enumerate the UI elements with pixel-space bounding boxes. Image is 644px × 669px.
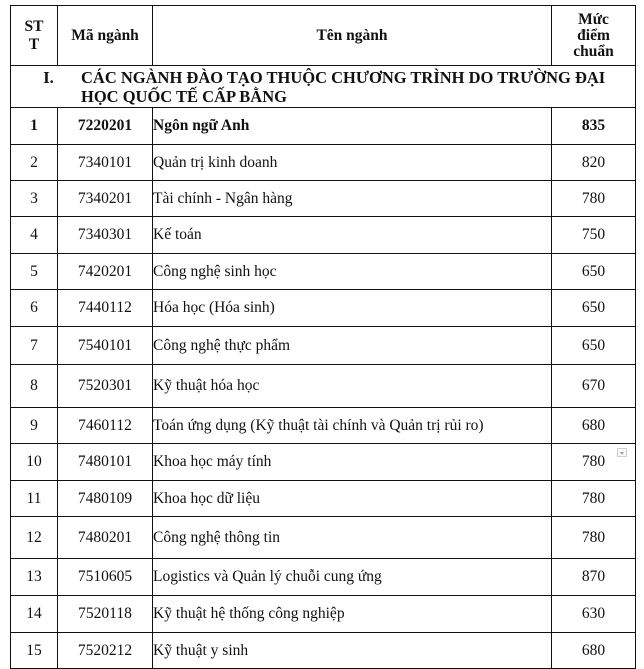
table-row (11, 254, 636, 290)
table-row (11, 408, 636, 444)
row-score: 750 (552, 217, 636, 254)
row-score: 680 (552, 408, 636, 444)
header-score-line2: điểm (577, 26, 610, 44)
row-score: 835 (552, 108, 636, 145)
row-score: 870 (552, 559, 636, 596)
row-score: 780 (552, 481, 636, 517)
row-name: Công nghệ thực phẩm (153, 327, 552, 365)
row-code: 7220201 (58, 108, 153, 145)
row-stt: 5 (11, 254, 58, 290)
row-name: Hóa học (Hóa sinh) (153, 290, 552, 327)
header-score-line3: chuẩn (573, 42, 614, 60)
header-name: Tên ngành (153, 6, 552, 66)
section-number: I. (43, 67, 54, 87)
row-stt: 1 (11, 108, 58, 145)
row-name: Toán ứng dụng (Kỹ thuật tài chính và Quản trị rủi ro) (153, 408, 552, 444)
row-name: Tài chính - Ngân hàng (153, 181, 552, 217)
row-code: 7340301 (58, 217, 153, 254)
row-code: 7340201 (58, 181, 153, 217)
row-code: 7520118 (58, 596, 153, 633)
table-row (11, 633, 636, 669)
table-row (11, 290, 636, 327)
section-cell (11, 66, 636, 108)
row-code: 7480201 (58, 517, 153, 559)
row-score: 680 (552, 633, 636, 669)
row-name: Kỹ thuật hóa học (153, 365, 552, 408)
row-stt: 11 (11, 481, 58, 517)
row-code: 7440112 (58, 290, 153, 327)
row-name: Kế toán (153, 217, 552, 254)
row-score: 780 (552, 517, 636, 559)
table-row (11, 481, 636, 517)
row-code: 7480109 (58, 481, 153, 517)
table-row (11, 517, 636, 559)
table-row (11, 108, 636, 145)
row-score: 630 (552, 596, 636, 633)
table-row (11, 217, 636, 254)
header-stt-line1: ST (24, 17, 44, 35)
row-code: 7480101 (58, 444, 153, 481)
row-score: 650 (552, 290, 636, 327)
header-stt (11, 6, 58, 66)
row-code: 7420201 (58, 254, 153, 290)
section-row (11, 66, 636, 108)
row-name: Công nghệ thông tin (153, 517, 552, 559)
row-name: Khoa học dữ liệu (153, 481, 552, 517)
admission-score-table (10, 5, 636, 669)
table-row (11, 327, 636, 365)
row-stt: 8 (11, 365, 58, 408)
table-row (11, 181, 636, 217)
row-stt: 9 (11, 408, 58, 444)
row-score: 820 (552, 145, 636, 181)
table-row (11, 596, 636, 633)
row-stt: 12 (11, 517, 58, 559)
header-score (552, 6, 636, 66)
row-name: Logistics và Quản lý chuỗi cung ứng (153, 559, 552, 596)
row-code: 7460112 (58, 408, 153, 444)
row-score: 650 (552, 254, 636, 290)
row-score: 670 (552, 365, 636, 408)
row-code: 7340101 (58, 145, 153, 181)
row-stt: 6 (11, 290, 58, 327)
row-code: 7520301 (58, 365, 153, 408)
header-row (11, 6, 636, 66)
row-name: Khoa học máy tính (153, 444, 552, 481)
section-title: CÁC NGÀNH ĐÀO TẠO THUỘC CHƯƠNG TRÌNH DO TRƯỜNG ĐẠI HỌC QUỐC TẾ CẤP BẰNG (81, 67, 606, 106)
row-stt: 4 (11, 217, 58, 254)
table-row (11, 365, 636, 408)
header-code: Mã ngành (58, 6, 153, 66)
row-name: Quản trị kinh doanh (153, 145, 552, 181)
header-score-line1: Mức (578, 10, 609, 28)
row-stt: 2 (11, 145, 58, 181)
row-stt: 14 (11, 596, 58, 633)
row-score: 650 (552, 327, 636, 365)
row-stt: 13 (11, 559, 58, 596)
row-stt: 7 (11, 327, 58, 365)
row-name: Kỹ thuật y sinh (153, 633, 552, 669)
row-stt: 10 (11, 444, 58, 481)
table-row (11, 444, 636, 481)
row-code: 7510605 (58, 559, 153, 596)
row-score: 780 (552, 444, 636, 481)
table-row (11, 559, 636, 596)
row-code: 7520212 (58, 633, 153, 669)
row-name: Kỹ thuật hệ thống công nghiệp (153, 596, 552, 633)
row-stt: 3 (11, 181, 58, 217)
row-name: Công nghệ sinh học (153, 254, 552, 290)
chevron-down-icon[interactable] (617, 448, 627, 457)
header-stt-line2: T (28, 35, 40, 53)
row-score: 780 (552, 181, 636, 217)
row-name: Ngôn ngữ Anh (153, 108, 552, 145)
row-code: 7540101 (58, 327, 153, 365)
row-stt: 15 (11, 633, 58, 669)
table-row (11, 145, 636, 181)
